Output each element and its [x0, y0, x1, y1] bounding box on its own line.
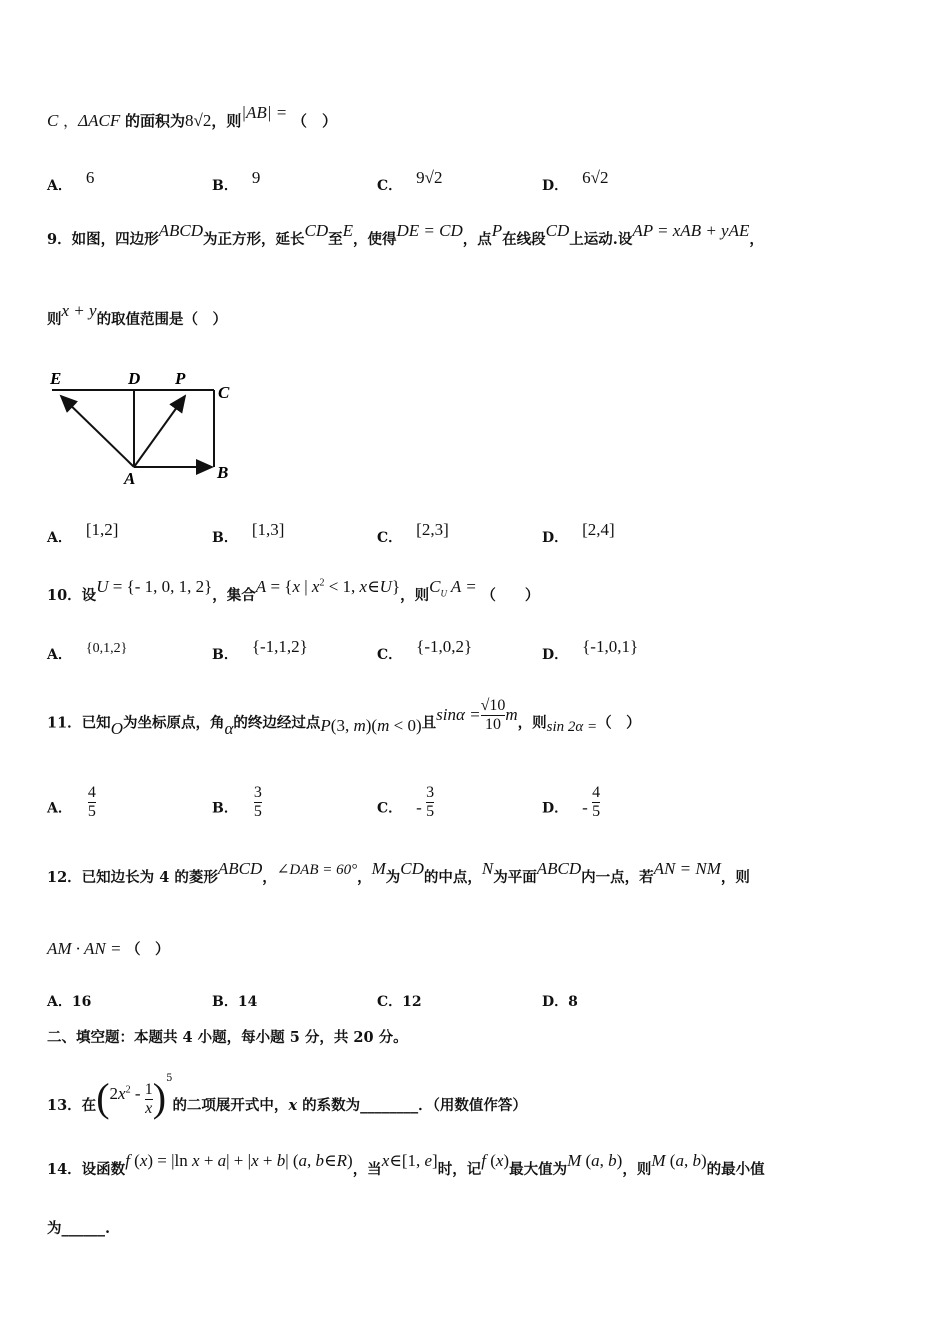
q9-stem-line2: 则x + y的取值范围是（ ） [47, 301, 228, 328]
q10-option-a[interactable]: A． {0,1,2} [47, 641, 128, 663]
q8-option-a[interactable]: A． 6 [47, 168, 95, 194]
q12-option-c[interactable]: C．12 [377, 994, 422, 1010]
q11-option-b[interactable]: B． $\frac{3}{5}$ [212, 784, 262, 820]
q11-option-a[interactable]: A． $\frac{4}{5}$ [47, 784, 96, 820]
label-c: C [218, 383, 230, 402]
vector-ap [134, 396, 185, 467]
q10-option-c[interactable]: C． {-1,0,2} [377, 637, 473, 663]
q9-option-b[interactable]: B． [1,3] [212, 520, 285, 546]
q12-stem-line1: 12．已知边长为 4 的菱形ABCD，∠DAB = 60°，M为CD的中点，N为平面ABCD内一点，若AN = NM，则 [47, 859, 750, 886]
label-d: D [128, 369, 141, 388]
label-p: P [175, 369, 186, 388]
q11-stem: 11．已知O为坐标原点，角α的终边经过点P(3, m)(m < 0)且sinα = $\frac{√10}{10}$ m，则sin 2α =（ ） [47, 697, 641, 738]
q10-stem: 10．设U = {- 1, 0, 1, 2}，集合A = {x | $x^2 < 1$, x∈U}，则$C_U$ A = （ ） [47, 577, 540, 604]
q8-option-d[interactable]: D． 6√2 [542, 168, 609, 194]
label-e: E [50, 369, 62, 388]
q8-continuation: C ，ΔACF 的面积为8√2，则|AB| = （ ） [47, 103, 338, 130]
q10-option-b[interactable]: B． {-1,1,2} [212, 637, 308, 663]
q8-option-b[interactable]: B． 9 [212, 168, 261, 194]
q12-stem-line2: AM · AN = （ ） [47, 939, 170, 958]
q9-option-c[interactable]: C． [2,3] [377, 520, 449, 546]
q9-figure [44, 366, 244, 488]
vector-ae [61, 396, 134, 467]
q12-option-d[interactable]: D．8 [542, 994, 578, 1010]
q14-stem-line1: 14．设函数f (x) = |ln x + a| + |x + b| (a, b∈R)，当x∈[1, e]时，记f (x)最大值为M (a, b)，则M (a, b)的最小值 [47, 1151, 765, 1178]
q12-option-a[interactable]: A．16 [47, 994, 92, 1010]
q11-option-d[interactable]: D． - $\frac{4}{5}$ [542, 784, 601, 820]
label-b: B [217, 463, 229, 482]
q10-option-d[interactable]: D． {-1,0,1} [542, 637, 639, 663]
q14-stem-line2: 为______. [47, 1220, 111, 1237]
section-heading-fill-in: 二、填空题：本题共 4 小题，每小题 5 分，共 20 分。 [47, 1029, 408, 1046]
q9-option-d[interactable]: D． [2,4] [542, 520, 615, 546]
q12-option-b[interactable]: B．14 [212, 994, 258, 1010]
label-a: A [124, 469, 136, 488]
q8-option-c[interactable]: C． 9√2 [377, 168, 443, 194]
q9-option-a[interactable]: A． [1,2] [47, 520, 119, 546]
q9-stem-line1: 9．如图，四边形ABCD为正方形，延长CD至E，使得DE = CD，点P在线段CD上运动.设AP = xAB + yAE， [47, 221, 764, 248]
q13-stem: 13．在($2x^2$ - $\frac{1}{x}$ )$^5$的二项展开式中，x 的系数为________．（用数值作答） [47, 1073, 527, 1120]
q11-option-c[interactable]: C． - $\frac{3}{5}$ [377, 784, 435, 820]
